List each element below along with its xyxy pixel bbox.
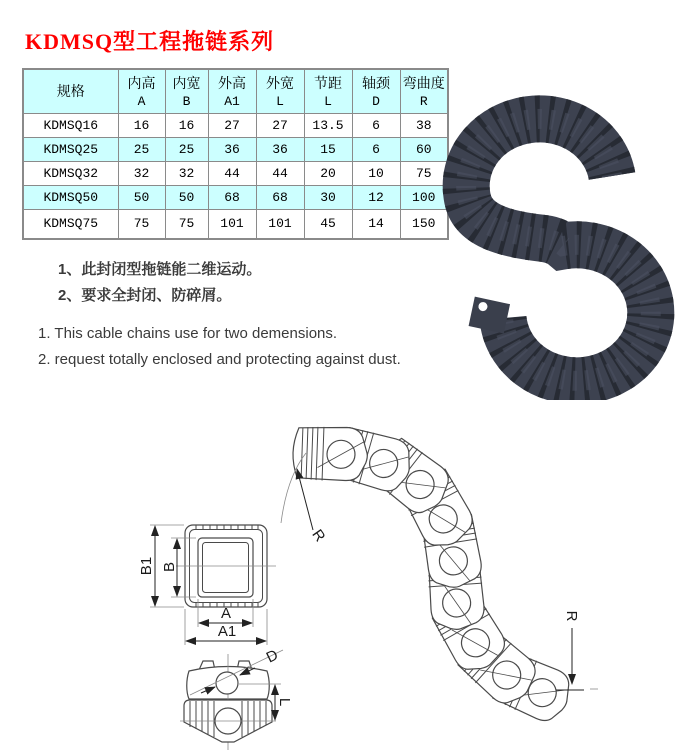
notes-chinese <box>58 257 261 309</box>
spec-cell: KDMSQ16 <box>23 113 118 137</box>
value-cell: 75 <box>165 209 208 239</box>
table-row <box>23 209 448 239</box>
note-cn-2: 2、要求全封闭、防碎屑。 <box>58 287 232 304</box>
spec-cell: KDMSQ32 <box>23 161 118 185</box>
technical-drawings <box>0 400 700 756</box>
dim-label-r-right: R <box>563 610 580 622</box>
header-col: 弯曲度 R <box>400 69 448 113</box>
header-col: 轴颈 D <box>352 69 400 113</box>
value-cell: 25 <box>165 137 208 161</box>
value-cell: 101 <box>256 209 304 239</box>
note-en-2: 2. request totally enclosed and protecting against dust. <box>38 351 401 368</box>
value-cell: 50 <box>165 185 208 209</box>
header-col: 节距 L <box>304 69 352 113</box>
value-cell: 68 <box>208 185 256 209</box>
side-view-diagram <box>180 646 293 750</box>
dim-label-b1: B1 <box>138 556 155 576</box>
value-cell: 45 <box>304 209 352 239</box>
value-cell: 36 <box>256 137 304 161</box>
value-cell: 75 <box>118 209 165 239</box>
s-chain-image <box>466 119 651 381</box>
value-cell: 20 <box>304 161 352 185</box>
value-cell: 27 <box>208 113 256 137</box>
spec-table <box>22 68 449 240</box>
value-cell: 75 <box>400 161 448 185</box>
dim-label-l: L <box>276 697 293 707</box>
spec-cell: KDMSQ25 <box>23 137 118 161</box>
value-cell: 15 <box>304 137 352 161</box>
note-cn-1: 1、此封闭型拖链能二维运动。 <box>58 261 262 278</box>
dim-label-a: A <box>220 605 232 622</box>
value-cell: 16 <box>118 113 165 137</box>
table-row <box>23 161 448 185</box>
table-header-row <box>23 69 448 113</box>
value-cell: 100 <box>400 185 448 209</box>
cross-section-diagram <box>138 525 276 645</box>
product-photo-s-chain <box>440 40 700 400</box>
curved-chain-drawing <box>281 424 598 728</box>
value-cell: 60 <box>400 137 448 161</box>
header-col: 外宽 L <box>256 69 304 113</box>
dim-label-r-left: R <box>308 526 329 546</box>
notes-english <box>38 321 401 373</box>
value-cell: 12 <box>352 185 400 209</box>
value-cell: 50 <box>118 185 165 209</box>
table-row <box>23 185 448 209</box>
header-col: 内宽 B <box>165 69 208 113</box>
value-cell: 13.5 <box>304 113 352 137</box>
dim-label-d: D <box>263 646 281 667</box>
table-row <box>23 113 448 137</box>
header-col: 外高 A1 <box>208 69 256 113</box>
value-cell: 36 <box>208 137 256 161</box>
value-cell: 27 <box>256 113 304 137</box>
dim-label-a1: A1 <box>217 623 237 640</box>
value-cell: 30 <box>304 185 352 209</box>
value-cell: 38 <box>400 113 448 137</box>
header-spec: 规格 <box>23 69 118 113</box>
spec-cell: KDMSQ50 <box>23 185 118 209</box>
chain-end-bracket <box>469 297 510 334</box>
page-title: KDMSQ型工程拖链系列 <box>25 28 275 54</box>
value-cell: 44 <box>208 161 256 185</box>
value-cell: 25 <box>118 137 165 161</box>
value-cell: 44 <box>256 161 304 185</box>
value-cell: 101 <box>208 209 256 239</box>
value-cell: 6 <box>352 113 400 137</box>
value-cell: 10 <box>352 161 400 185</box>
dim-label-b: B <box>161 561 178 573</box>
value-cell: 6 <box>352 137 400 161</box>
value-cell: 32 <box>118 161 165 185</box>
header-col: 内高 A <box>118 69 165 113</box>
value-cell: 16 <box>165 113 208 137</box>
value-cell: 68 <box>256 185 304 209</box>
value-cell: 32 <box>165 161 208 185</box>
value-cell: 14 <box>352 209 400 239</box>
value-cell: 150 <box>400 209 448 239</box>
note-en-1: 1. This cable chains use for two demensions. <box>38 325 338 342</box>
spec-cell: KDMSQ75 <box>23 209 118 239</box>
table-row <box>23 137 448 161</box>
